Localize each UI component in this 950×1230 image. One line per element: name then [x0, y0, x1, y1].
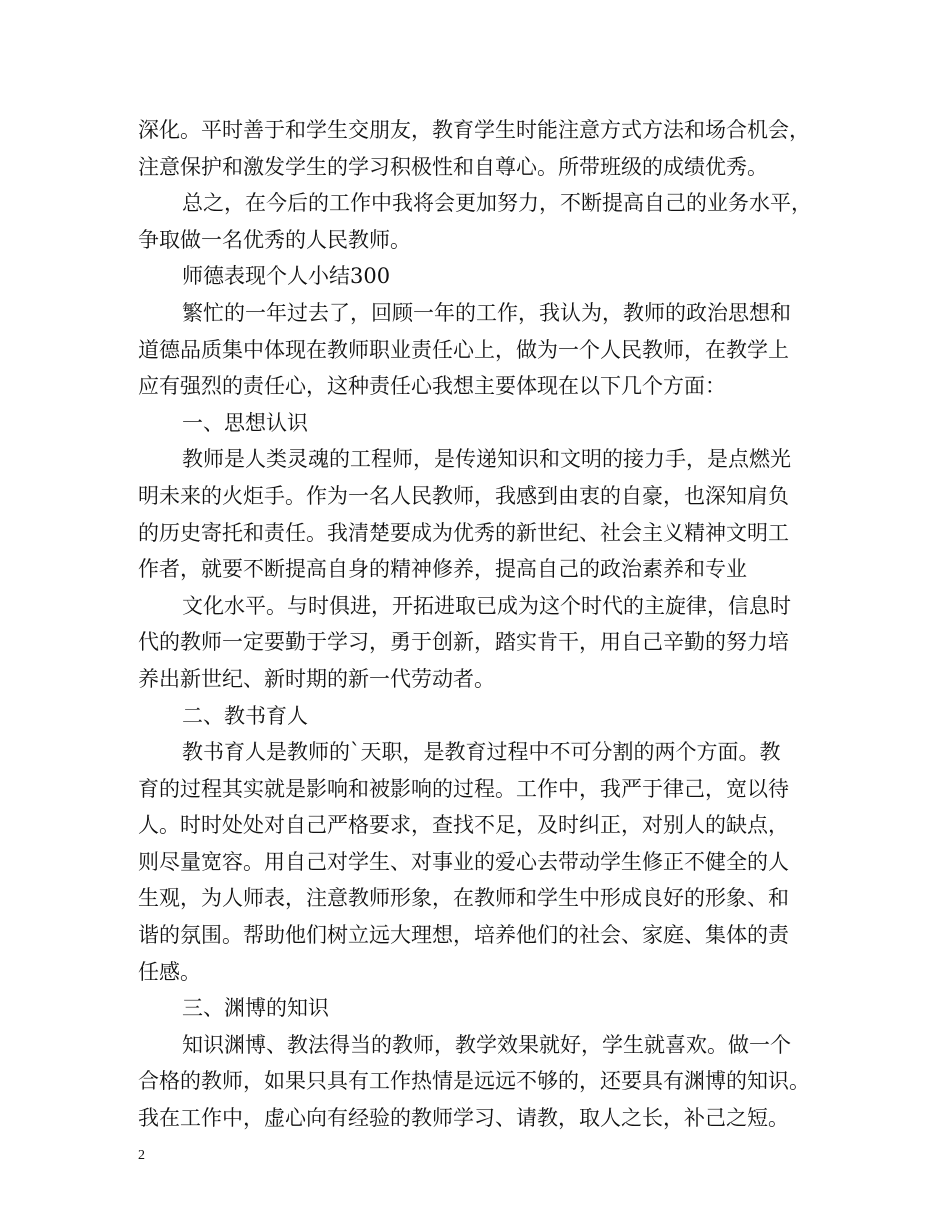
- document-body: [138, 112, 818, 1137]
- text-line: 我在工作中，虚心向有经验的教师学习、请教，取人之长，补己之短。: [138, 1106, 789, 1131]
- text-line: 人。时时处处对自己严格要求，查找不足，及时纠正，对别人的缺点，: [138, 813, 789, 838]
- section-heading: 二、教书育人: [182, 703, 308, 728]
- text-line: 明未来的火炬手。作为一名人民教师，我感到由衷的自豪，也深知肩负: [138, 483, 789, 508]
- text-line: 育的过程其实就是影响和被影响的过程。工作中，我严于律己，宽以待: [138, 776, 789, 801]
- text-line: 文化水平。与时俱进，开拓进取已成为这个时代的主旋律，信息时: [182, 593, 791, 618]
- text-line: 深化。平时善于和学生交朋友，教育学生时能注意方式方法和场合机会，: [138, 118, 810, 142]
- text-line: 教书育人是教师的`天职，是教育过程中不可分割的两个方面。教: [182, 740, 781, 765]
- text-line: 繁忙的一年过去了，回顾一年的工作，我认为，教师的政治思想和: [182, 300, 791, 325]
- text-line: 谐的氛围。帮助他们树立远大理想，培养他们的社会、家庭、集体的责: [138, 923, 789, 948]
- text-line: 争取做一名优秀的人民教师。: [138, 227, 411, 252]
- text-line: 合格的教师，如果只具有工作热情是远远不够的，还要具有渊博的知识。: [138, 1069, 810, 1094]
- text-line: 注意保护和激发学生的学习积极性和自尊心。所带班级的成绩优秀。: [138, 154, 768, 179]
- text-line: 代的教师一定要勤于学习，勇于创新，踏实肯干，用自己辛勤的努力培: [138, 630, 789, 655]
- page-number: 2: [138, 1148, 145, 1163]
- text-line: 知识渊博、教法得当的教师，教学效果就好，学生就喜欢。做一个: [182, 1032, 791, 1057]
- section-heading: 师德表现个人小结300: [182, 264, 391, 289]
- text-line: 道德品质集中体现在教师职业责任心上，做为一个人民教师，在教学上: [138, 337, 789, 362]
- text-line: 作者，就要不断提高自身的精神修养，提高自己的政治素养和专业: [138, 557, 747, 582]
- section-heading: 三、渊博的知识: [182, 996, 329, 1021]
- section-heading: 一、思想认识: [182, 410, 308, 435]
- text-line: 则尽量宽容。用自己对学生、对事业的爱心去带动学生修正不健全的人: [138, 849, 789, 874]
- text-line: 教师是人类灵魂的工程师，是传递知识和文明的接力手，是点燃光: [182, 447, 791, 472]
- text-line: 任感。: [138, 959, 201, 984]
- text-line: 生观，为人师表，注意教师形象，在教师和学生中形成良好的形象、和: [138, 886, 789, 911]
- text-line: 养出新世纪、新时期的新一代劳动者。: [138, 666, 495, 691]
- text-line: 应有强烈的责任心，这种责任心我想主要体现在以下几个方面：: [138, 374, 726, 399]
- text-line: 总之，在今后的工作中我将会更加努力，不断提高自己的业务水平，: [182, 191, 812, 216]
- text-line: 的历史寄托和责任。我清楚要成为优秀的新世纪、社会主义精神文明工: [138, 520, 789, 545]
